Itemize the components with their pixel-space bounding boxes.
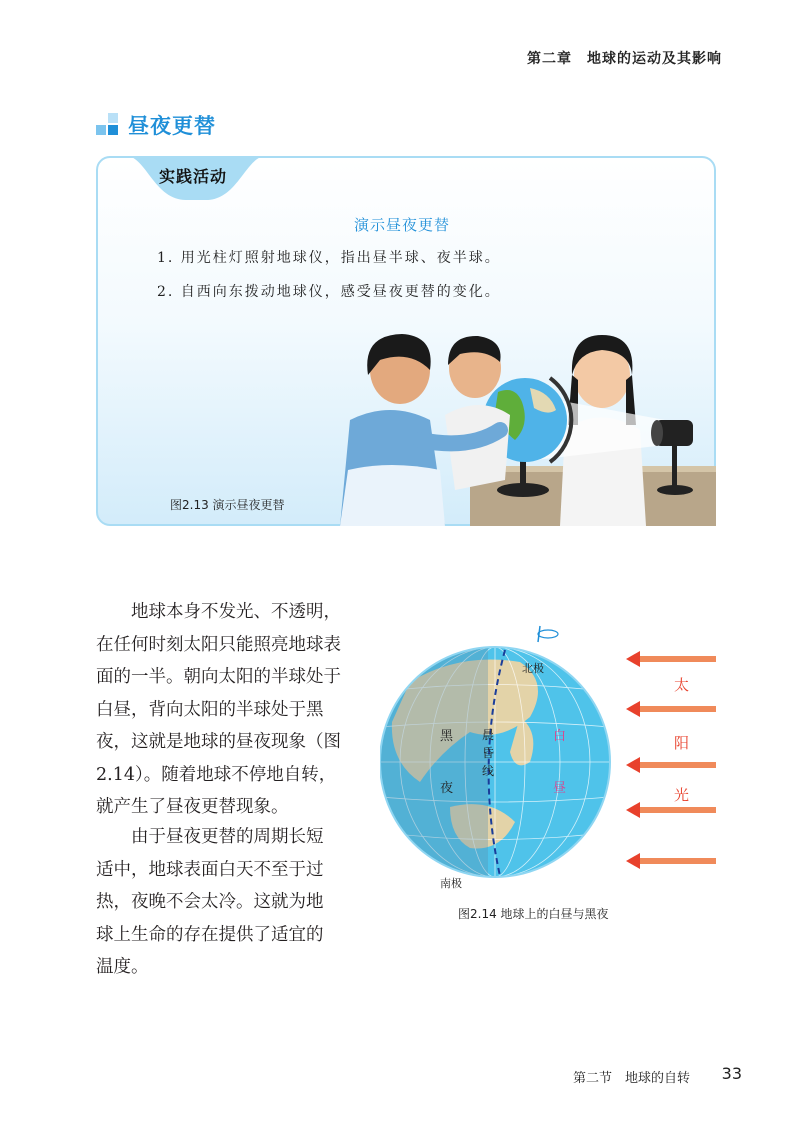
sunlight-arrow-icon: [626, 651, 716, 667]
activity-step-1: 1. 用光柱灯照射地球仪，指出昼半球、夜半球。: [157, 250, 501, 266]
north-pole-label: 北极: [522, 662, 544, 675]
paragraph-2-line: 温度。: [96, 957, 149, 977]
sunlight-label-1: 太: [674, 676, 690, 694]
sunlight-arrow-icon: [626, 701, 716, 717]
figure-caption-2-14: 图2.14 地球上的白昼与黑夜: [458, 907, 609, 921]
sunlight-label-3: 光: [674, 786, 690, 804]
sunlight-arrow-icon: [626, 853, 716, 869]
terminator-label-3: 线: [482, 764, 495, 778]
figure-caption-2-13: 图2.13 演示昼夜更替: [170, 498, 285, 512]
chapter-header: 第二章 地球的运动及其影响: [527, 51, 722, 67]
paragraph-2-line: 热，夜晚不会太冷。这就为地: [96, 892, 324, 912]
paragraph-1-line: 在任何时刻太阳只能照亮地球表: [96, 634, 341, 655]
paragraph-2-line: 适中，地球表面白天不至于过: [96, 859, 324, 880]
page-number: 33: [721, 1064, 742, 1083]
terminator-label-1: 晨: [482, 728, 495, 742]
activity-step-2: 2. 自西向东拨动地球仪，感受昼夜更替的变化。: [157, 284, 501, 300]
paragraph-2-line: 由于昼夜更替的周期长短: [96, 827, 324, 847]
day-label-1: 白: [553, 729, 567, 744]
paragraph-2-line: 球上生命的存在提供了适宜的: [96, 924, 324, 945]
section-bullet-icon: [96, 113, 120, 137]
paragraph-2: [96, 821, 360, 984]
paragraph-1-line: 面的一半。朝向太阳的半球处于: [96, 667, 341, 687]
paragraph-1-line: 地球本身不发光、不透明，: [96, 602, 341, 622]
terminator-label-2: 昏: [482, 746, 495, 760]
sunlight-arrow-icon: [626, 802, 716, 818]
paragraph-1-line: 就产生了昼夜更替现象。: [96, 797, 289, 817]
paragraph-1-line: 2.14）。随着地球不停地自转，: [96, 764, 337, 785]
paragraph-1-line: 夜，这就是地球的昼夜现象（图: [96, 732, 341, 752]
sunlight-label-2: 阳: [674, 734, 690, 752]
sunlight-arrow-icon: [626, 757, 716, 773]
sunlight-arrows: [626, 651, 716, 869]
activity-title: 演示昼夜更替: [354, 216, 451, 234]
footer-section: 第二节 地球的自转: [572, 1071, 690, 1086]
section-title: 昼夜更替: [128, 114, 216, 138]
students-globe-illustration: [320, 330, 716, 526]
day-label-2: 昼: [553, 781, 567, 796]
activity-label: 实践活动: [159, 167, 228, 186]
paragraph-1-line: 白昼，背向太阳的半球处于黑: [96, 699, 324, 720]
day-night-globe-diagram: [380, 622, 720, 892]
night-label-1: 黑: [440, 729, 454, 744]
night-label-2: 夜: [440, 781, 454, 796]
paragraph-1: [96, 596, 360, 824]
south-pole-label: 南极: [440, 877, 462, 890]
